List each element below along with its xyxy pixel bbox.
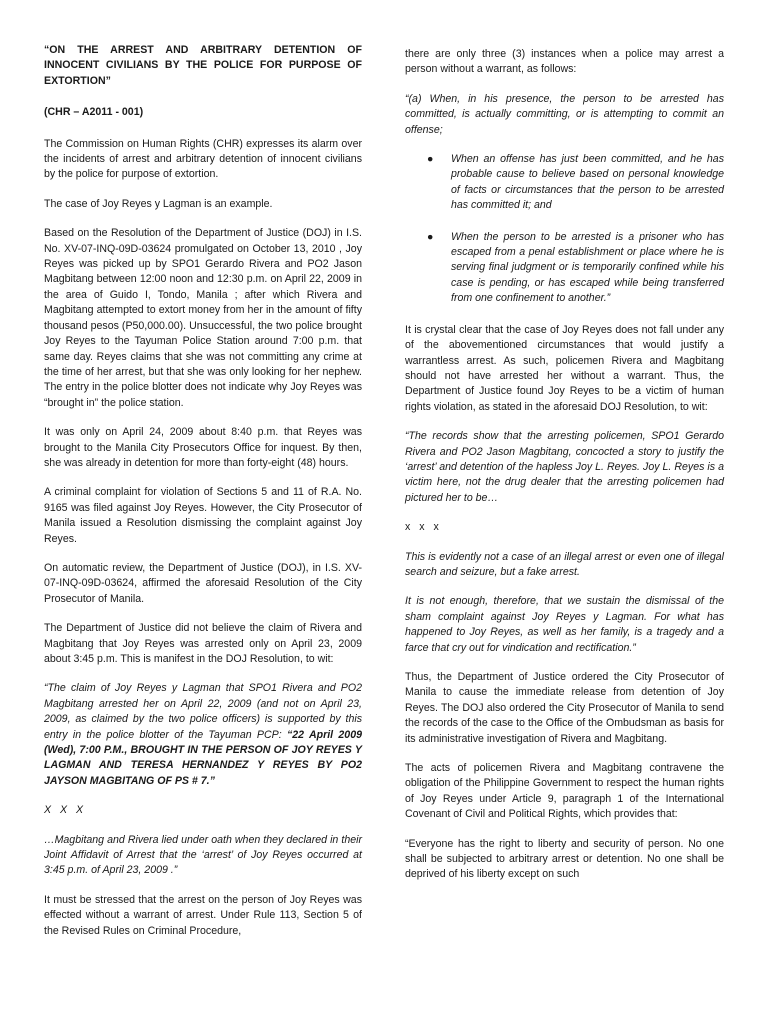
block-quote: This is evidently not a case of an illegal arrest or even one of illegal search and seizure, but a fake arrest. (405, 550, 724, 578)
paragraph: The Commission on Human Rights (CHR) expresses its alarm over the incidents of arrest and arbitrary detention of innocent civilians by the police for purpose of extortion. (44, 137, 362, 181)
block-quote: …Magbitang and Rivera lied under oath when they declared in their Joint Affidavit of Arrest that the ‘arrest’ of Joy Reyes occurred at 3:45 p.m. of April 23, 2009 .” (44, 833, 362, 877)
paragraph: The case of Joy Reyes y Lagman is an example. (44, 197, 273, 210)
quote-bold-text: “22 April 2009 (Wed), 7:00 P.M., BROUGHT IN THE PERSON OF JOY REYES Y LAGMAN AND TERESA HERNANDEZ Y REYES BY PO2 JAYSON MAGBITANG OF PS # 7.” (44, 728, 362, 787)
block-quote: “(a) When, in his presence, the person to be arrested has committed, is actually committing, or is attempting to commit an offense; (405, 92, 724, 136)
list-item (405, 152, 724, 214)
paragraph: It must be stressed that the arrest on the person of Joy Reyes was effected without a warrant of arrest. Under Rule 113, Section 5 of the Revised Rules on Criminal Procedure, (44, 893, 362, 937)
omission-marker: X X X (44, 804, 87, 817)
block-quote: “Everyone has the right to liberty and security of person. No one shall be subjected to arbitrary arrest or detention. No one shall be deprived of his liberty except on such (405, 837, 724, 881)
block-quote (44, 681, 362, 789)
list-item-text: When the person to be arrested is a prisoner who has escaped from a penal establishment or place where he is serving final judgment or is temporarily confined while his case is pending, or has escaped while being transferred from one confinement to another.” (451, 230, 724, 305)
paragraph: The Department of Justice did not believe the claim of Rivera and Magbitang that Joy Reyes was arrested only on April 23, 2009 about 3:45 p.m. This is manifest in the DOJ Resolution, to wit: (44, 622, 362, 665)
omission-marker: x x x (405, 521, 442, 534)
paragraph: It is crystal clear that the case of Joy Reyes does not fall under any of the abovementioned circumstances that would justify a warrantless arrest. As such, policemen Rivera and Magbitang should not have arrested her without a warrant. Thus, the Department of Justice found Joy Reyes to be a victim of human rights violation, as stated in the aforesaid DOJ Resolution, to wit: (405, 323, 724, 413)
paragraph: It was only on April 24, 2009 about 8:40 p.m. that Reyes was brought to the Manila City Prosecutors Office for inquest. By then, she was already in detention for more than forty-eight (48) hours. (44, 426, 362, 469)
bullet-icon: ● (427, 230, 434, 243)
block-quote: It is not enough, therefore, that we sustain the dismissal of the sham complaint against Joy Reyes y Lagman. For what has happened to Joy Reyes, as well as her family, is a tragedy and a farce that cry out for vindication and rectification.” (405, 595, 724, 654)
paragraph: On automatic review, the Department of Justice (DOJ), in I.S. XV-07-INQ-09D-03624, affirmed the aforesaid Resolution of the City Prosecutor of Manila. (44, 561, 362, 605)
bullet-icon: ● (427, 153, 434, 166)
paragraph: Thus, the Department of Justice ordered the City Prosecutor of Manila to cause the immediate release from detention of Joy Reyes. The DOJ also ordered the City Prosecutor of Manila to send the records of the case to the Office of the Ombudsman as basis for its administrative investigation of Rivera and Magbitang. (405, 671, 724, 745)
left-column (44, 43, 362, 953)
bullet-list (405, 152, 724, 307)
case-number: (CHR – A2011 - 001) (44, 106, 144, 119)
document-title: “ON THE ARREST AND ARBITRARY DETENTION OF INNOCENT CIVILIANS BY THE POLICE FOR PURPOSE OF EXTORTION” (44, 44, 362, 87)
quote-italic-text: “The claim of Joy Reyes y Lagman that SPO1 Rivera and PO2 Magbitang arrested her on April 22, 2009 (and not on April 23, 2009, as claimed by the two police officers) is supported by this entry in the police blotter of the Tayuman PCP: (44, 682, 362, 741)
right-column (405, 47, 724, 897)
paragraph: The acts of policemen Rivera and Magbitang contravene the obligation of the Philippine Government to respect the human rights of Joy Reyes under Article 9, paragraph 1 of the International Covenant of Civil and Political Rights, which provides that: (405, 762, 724, 821)
block-quote: “The records show that the arresting policemen, SPO1 Gerardo Rivera and PO2 Jason Magbitang, concocted a story to justify the ‘arrest’ and detention of the hapless Joy L. Reyes. Joy L. Reyes is a victim here, not the drug dealer that the arresting policemen had pictured her to be… (405, 430, 724, 504)
paragraph: there are only three (3) instances when a police may arrest a person without a warrant, as follows: (405, 48, 724, 76)
paragraph: A criminal complaint for violation of Sections 5 and 11 of R.A. No. 9165 was filed against Joy Reyes. However, the City Prosecutor of Manila issued a Resolution dismissing the complaint against Joy Reyes. (44, 486, 362, 545)
list-item-text: When an offense has just been committed, and he has probable cause to believe based on personal knowledge of facts or circumstances that the person to be arrested has committed it; and (451, 153, 724, 212)
list-item (405, 230, 724, 307)
paragraph: Based on the Resolution of the Department of Justice (DOJ) in I.S. No. XV-07-INQ-09D-03624 promulgated on October 13, 2010 , Joy Reyes was picked up by SPO1 Gerardo Rivera and PO2 Jason Magbitang between 12:00 noon and 12:30 p.m. on April 22, 2009 in the area of Guido I, Tondo, Manila ; after which Rivera and Magbitang attempted to extort money from her in the amount of fifty thousand pesos (P50,000.00). Unsuccessful, the two police brought Joy Reyes to the Tayuman Police Station around 7:00 p.m. that same day. Reyes claims that she was not committing any crime at the time of her arrest, but that she was only looking for her nephew. The entry in the police blotter does not indicate why Joy Reyes was “brought in” the police station. (44, 227, 362, 409)
